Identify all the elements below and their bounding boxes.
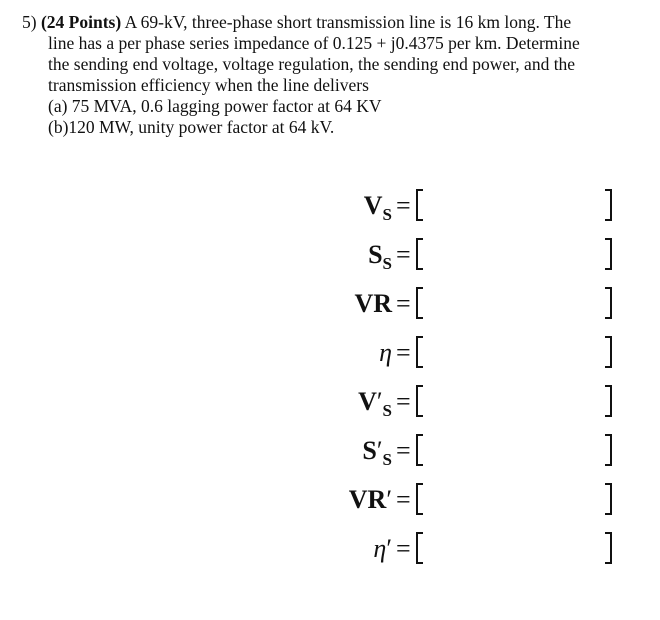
- left-bracket: [416, 336, 423, 368]
- answer-row: [300, 234, 630, 283]
- answer-subscript: S: [382, 450, 392, 469]
- answer-row: [300, 332, 630, 381]
- question-points: (24 Points): [40, 12, 122, 32]
- answer-label: [364, 191, 392, 230]
- answer-label: [349, 485, 392, 515]
- left-bracket: [416, 483, 423, 515]
- left-bracket: [416, 189, 423, 221]
- left-bracket: [416, 532, 423, 564]
- answer-subscript: S: [382, 254, 392, 273]
- question-part-b: (b)120 MW, unity power factor at 64 kV.: [48, 117, 335, 137]
- answer-symbol: V: [363, 191, 383, 220]
- answer-row: [300, 185, 630, 234]
- right-bracket: [605, 189, 612, 221]
- equals-sign: =: [396, 289, 411, 318]
- right-bracket: [605, 532, 612, 564]
- question-first-line: [22, 12, 632, 33]
- answer-symbol: S: [362, 436, 377, 465]
- right-bracket: [605, 287, 612, 319]
- answer-row: [300, 528, 630, 577]
- answer-label: [358, 387, 392, 426]
- equals-sign: =: [396, 534, 411, 563]
- right-bracket: [605, 336, 612, 368]
- question-body-line: the sending end voltage, voltage regulation, the sending end power, and the: [48, 54, 576, 74]
- answer-symbol: VR: [354, 289, 392, 318]
- answer-symbol: V: [358, 387, 377, 416]
- equals-sign: =: [396, 485, 411, 514]
- left-bracket: [416, 238, 423, 270]
- question-number: 5): [22, 12, 37, 32]
- answer-label: [373, 534, 392, 564]
- left-bracket: [416, 287, 423, 319]
- answer-symbol: η: [373, 534, 387, 563]
- question-first-line-text: A 69-kV, three-phase short transmission line is 16 km long. The: [124, 12, 572, 32]
- equals-sign: =: [396, 387, 411, 416]
- equals-sign: =: [396, 191, 411, 220]
- answer-symbol: VR: [348, 485, 387, 514]
- equals-sign: =: [396, 240, 411, 269]
- answer-label: [379, 338, 392, 368]
- answer-prime: ′: [376, 436, 383, 465]
- left-bracket: [416, 385, 423, 417]
- answer-blanks: [300, 185, 630, 577]
- question-text: [22, 12, 632, 138]
- equals-sign: =: [396, 338, 411, 367]
- right-bracket: [605, 434, 612, 466]
- question-part-a: (a) 75 MVA, 0.6 lagging power factor at 64 KV: [48, 96, 382, 116]
- answer-row: [300, 381, 630, 430]
- answer-prime: ′: [386, 534, 392, 563]
- answer-symbol: S: [368, 240, 383, 269]
- right-bracket: [605, 385, 612, 417]
- answer-subscript: S: [382, 205, 392, 224]
- equals-sign: =: [396, 436, 411, 465]
- answer-row: [300, 283, 630, 332]
- right-bracket: [605, 483, 612, 515]
- answer-prime: ′: [386, 485, 392, 514]
- left-bracket: [416, 434, 423, 466]
- right-bracket: [605, 238, 612, 270]
- question-body-line: line has a per phase series impedance of 0.125 + j0.4375 per km. Determine: [48, 33, 580, 53]
- answer-subscript: S: [382, 401, 392, 420]
- answer-label: [362, 436, 392, 475]
- answer-symbol: η: [379, 338, 392, 367]
- answer-prime: ′: [376, 387, 383, 416]
- answer-label: [354, 289, 392, 319]
- answer-row: [300, 430, 630, 479]
- answer-label: [368, 240, 392, 279]
- answer-row: [300, 479, 630, 528]
- question-body-line: transmission efficiency when the line delivers: [48, 75, 369, 95]
